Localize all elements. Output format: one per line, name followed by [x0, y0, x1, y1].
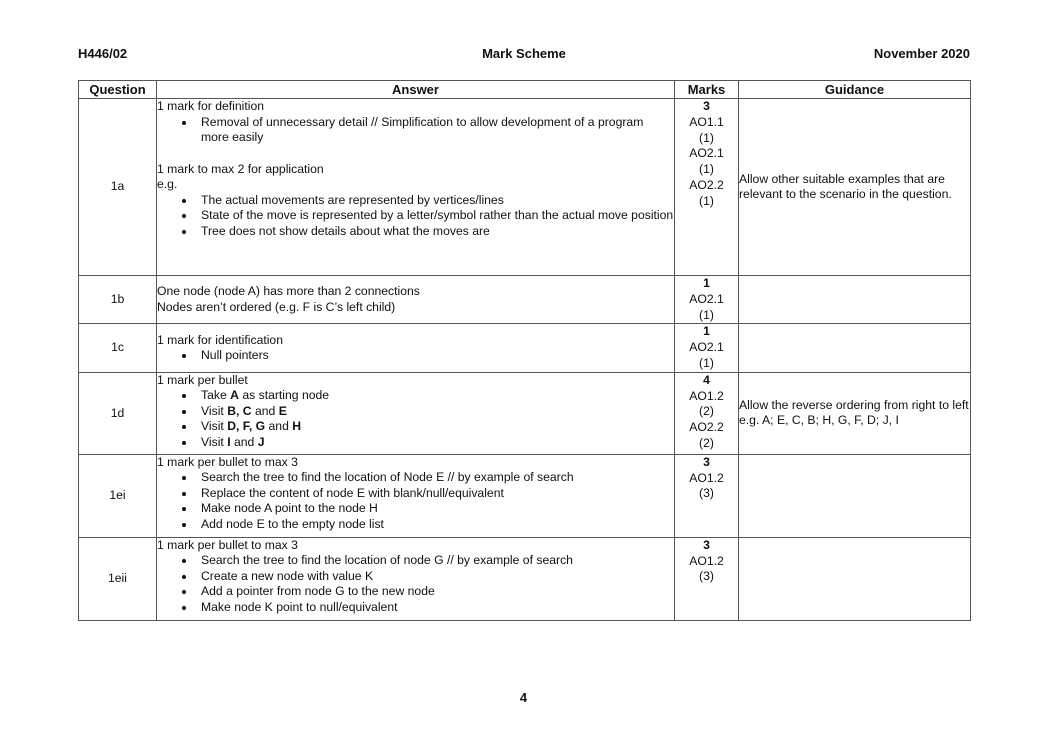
answer-cell — [157, 537, 675, 620]
guidance-cell — [739, 276, 971, 324]
answer-bullet: Search the tree to find the location of node G // by example of search — [157, 553, 674, 569]
marks-cell — [675, 276, 739, 324]
document-title: Mark Scheme — [482, 46, 566, 61]
answer-bullet: Add a pointer from node G to the new node — [157, 584, 674, 600]
answer-bullet: Create a new node with value K — [157, 569, 674, 585]
objective-marks: (3) — [699, 569, 714, 584]
table-row — [79, 276, 971, 324]
assessment-objective: AO2.1 — [689, 146, 724, 161]
objective-marks: (3) — [699, 486, 714, 501]
assessment-objective: AO1.2 — [689, 388, 724, 403]
answer-bullet: Make node K point to null/equivalent — [157, 600, 674, 616]
answer-bullet: Search the tree to find the location of Node E // by example of search — [157, 470, 674, 486]
marks-total: 3 — [703, 537, 710, 552]
answer-line: 1 mark per bullet to max 3 — [157, 454, 298, 469]
marks-cell — [675, 454, 739, 537]
column-header-guidance: Guidance — [739, 81, 971, 99]
assessment-objective: AO1.2 — [689, 470, 724, 485]
page-number: 4 — [519, 690, 528, 705]
assessment-objective: AO2.1 — [689, 340, 724, 355]
answer-line: Nodes aren’t ordered (e.g. F is C’s left child) — [157, 299, 396, 314]
answer-bullet: Tree does not show details about what the moves are — [157, 224, 674, 240]
answer-line: 1 mark to max 2 for application — [157, 161, 324, 176]
answer-bullet: Removal of unnecessary detail // Simplification to allow development of a program more easily — [157, 115, 674, 146]
answer-cell — [157, 276, 675, 324]
exam-date: November 2020 — [873, 46, 970, 61]
table-row — [79, 537, 971, 620]
question-number: 1ei — [79, 454, 157, 537]
answer-bullet: Visit I and J — [157, 435, 674, 451]
answer-cell — [157, 324, 675, 372]
table-row — [79, 372, 971, 454]
marks-cell — [675, 99, 739, 276]
question-number: 1d — [79, 372, 157, 454]
question-number: 1c — [79, 324, 157, 372]
answer-bullet: Null pointers — [157, 348, 674, 364]
mark-scheme-table — [78, 80, 971, 621]
paper-code: H446/02 — [78, 46, 128, 61]
answer-line: One node (node A) has more than 2 connections — [157, 284, 420, 299]
marks-total: 4 — [703, 372, 710, 387]
table-row — [79, 99, 971, 276]
marks-total: 1 — [703, 276, 710, 290]
table-header-row — [79, 81, 971, 99]
assessment-objective: AO2.1 — [689, 291, 724, 306]
question-number: 1b — [79, 276, 157, 324]
assessment-objective: AO2.2 — [689, 420, 724, 435]
answer-line: 1 mark for definition — [157, 99, 265, 113]
table-row — [79, 454, 971, 537]
guidance-cell: Allow other suitable examples that are relevant to the scenario in the question. — [739, 99, 971, 276]
objective-marks: (2) — [699, 435, 714, 450]
guidance-cell — [739, 454, 971, 537]
answer-line: 1 mark per bullet to max 3 — [157, 537, 298, 552]
guidance-cell — [739, 324, 971, 372]
marks-cell — [675, 324, 739, 372]
question-number: 1a — [79, 99, 157, 276]
answer-bullet: Take A as starting node — [157, 388, 674, 404]
marks-total: 3 — [703, 454, 710, 469]
objective-marks: (1) — [699, 307, 714, 322]
question-number: 1eii — [79, 537, 157, 620]
answer-bullet: State of the move is represented by a letter/symbol rather than the actual move position — [157, 208, 674, 224]
answer-line: 1 mark per bullet — [157, 372, 248, 387]
answer-line: 1 mark for identification — [157, 332, 283, 347]
answer-bullet: Visit D, F, G and H — [157, 419, 674, 435]
marks-cell — [675, 372, 739, 454]
assessment-objective: AO1.2 — [689, 553, 724, 568]
column-header-marks: Marks — [675, 81, 739, 99]
objective-marks: (1) — [699, 355, 714, 370]
column-header-question: Question — [79, 81, 157, 99]
answer-cell — [157, 372, 675, 454]
table-row — [79, 324, 971, 372]
answer-cell — [157, 454, 675, 537]
answer-cell — [157, 99, 675, 276]
guidance-cell — [739, 537, 971, 620]
answer-line: e.g. — [157, 177, 178, 191]
assessment-objective: AO2.2 — [689, 177, 724, 192]
objective-marks: (1) — [699, 130, 714, 145]
objective-marks: (1) — [699, 162, 714, 177]
answer-bullet: Make node A point to the node H — [157, 501, 674, 517]
objective-marks: (1) — [699, 193, 714, 208]
answer-bullet: Replace the content of node E with blank/null/equivalent — [157, 486, 674, 502]
answer-bullet: Add node E to the empty node list — [157, 517, 674, 533]
marks-total: 3 — [703, 99, 710, 113]
objective-marks: (2) — [699, 404, 714, 419]
column-header-answer: Answer — [157, 81, 675, 99]
answer-bullet: Visit B, C and E — [157, 404, 674, 420]
marks-cell — [675, 537, 739, 620]
marks-total: 1 — [703, 324, 710, 339]
assessment-objective: AO1.1 — [689, 114, 724, 129]
guidance-cell: Allow the reverse ordering from right to left e.g. A; E, C, B; H, G, F, D; J, I — [739, 372, 971, 454]
answer-bullet: The actual movements are represented by vertices/lines — [157, 193, 674, 209]
